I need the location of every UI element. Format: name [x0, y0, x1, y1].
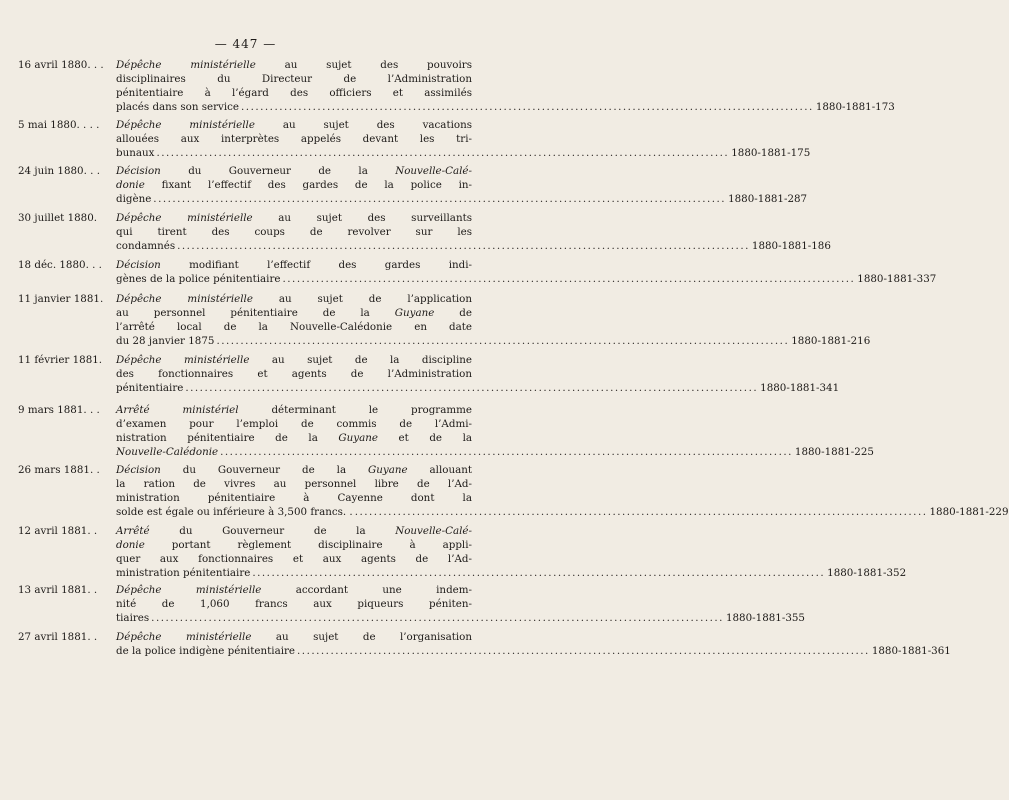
- text-span: bunaux: [116, 147, 155, 159]
- text-span: ministration pénitentiaire à Cayenne dont la: [116, 492, 472, 504]
- entry: [18, 524, 907, 580]
- entry-line-text: [116, 192, 151, 206]
- text-span: nistration pénitentiaire de la: [116, 432, 339, 444]
- entry-line-text: [116, 381, 183, 395]
- italic-term: Dépêche ministérielle: [116, 212, 253, 224]
- entry-line-text: [116, 146, 154, 160]
- entry-line: [116, 597, 472, 611]
- entry-line-text: [116, 272, 281, 286]
- text-span: quer aux fonctionnaires et aux agents de l’Ad-: [116, 553, 472, 565]
- entry-text: [116, 353, 840, 395]
- text-span: de la police indigène pénitentiaire: [116, 645, 296, 657]
- entry-line: [116, 258, 472, 272]
- text-span: au sujet de la discipline: [249, 354, 472, 366]
- italic-term: Nouvelle-Calé-: [395, 525, 472, 537]
- entry-last-line: [116, 381, 840, 395]
- leader-dots: ........................................................................................................................: [220, 446, 793, 458]
- italic-term: Nouvelle-Calédonie: [116, 446, 219, 458]
- text-span: gènes de la police pénitentiaire: [116, 273, 281, 285]
- entry-date: 16 avril 1880. . .: [18, 59, 104, 71]
- text-span: et de la: [377, 432, 472, 444]
- italic-term: Dépêche ministérielle: [116, 631, 252, 643]
- entry-text: [116, 403, 874, 459]
- text-span: d’examen pour l’emploi de commis de l’Admi-: [116, 418, 472, 430]
- entry-date: 13 avril 1881. .: [18, 584, 98, 596]
- entry: [18, 630, 951, 658]
- entry-text: [116, 211, 831, 253]
- leader-dots: ........................................................................................................................: [241, 101, 814, 113]
- reference-number: 1880-1881-337: [857, 273, 937, 285]
- entry-line: [116, 72, 472, 86]
- text-span: du Gouverneur de la: [149, 525, 396, 537]
- text-span: condamnés: [116, 240, 176, 252]
- italic-term: Décision: [116, 259, 161, 271]
- entry-date: 12 avril 1881. .: [18, 525, 98, 537]
- text-span: au personnel pénitentiaire de la: [116, 307, 395, 319]
- text-span: portant règlement disciplinaire à appli-: [144, 539, 472, 551]
- italic-term: Dépêche ministérielle: [116, 293, 253, 305]
- entry-line: [116, 431, 472, 445]
- text-span: pénitentiaire: [116, 382, 184, 394]
- entry-text: [116, 583, 805, 625]
- leader-dots: ........................................................................................................................: [252, 567, 826, 579]
- entry-date: 5 mai 1880. . . .: [18, 119, 100, 131]
- italic-term: Dépêche ministérielle: [116, 59, 256, 71]
- reference-number: 1880-1881-216: [791, 335, 871, 347]
- entry-line: [116, 118, 472, 132]
- reference-number: 1880-1881-173: [815, 101, 895, 113]
- italic-term: Arrêté ministériel: [116, 404, 239, 416]
- text-span: allouant: [407, 464, 472, 476]
- reference-number: 1880-1881-352: [827, 567, 907, 579]
- entry-text: [116, 164, 808, 206]
- entry-text: [116, 630, 951, 658]
- text-span: disciplinaires du Directeur de l’Administration: [116, 73, 472, 85]
- text-span: l’arrêté local de la Nouvelle-Calédonie en date: [116, 321, 472, 333]
- text-span: au sujet des vacations: [254, 119, 472, 131]
- reference-number: 1880-1881-355: [725, 612, 805, 624]
- text-span: accordant une indem-: [261, 584, 472, 596]
- entry-last-line: [116, 239, 831, 253]
- italic-term: Arrêté: [116, 525, 150, 537]
- text-span: modifiant l’effectif des gardes indi-: [160, 259, 472, 271]
- entry-line: [116, 86, 472, 100]
- leader-dots: ........................................................................................................................: [185, 382, 759, 394]
- entry-text: [116, 58, 895, 114]
- reference-number: 1880-1881-361: [871, 645, 951, 657]
- text-span: au sujet de l’application: [252, 293, 472, 305]
- entry-last-line: [116, 644, 951, 658]
- entry: [18, 583, 805, 625]
- entry-date: 26 mars 1881. .: [18, 464, 100, 476]
- text-span: des fonctionnaires et agents de l’Administration: [116, 368, 472, 380]
- text-span: déterminant le programme: [238, 404, 472, 416]
- leader-dots: ........................................................................................................................: [151, 612, 724, 624]
- text-span: fixant l’effectif des gardes de la police in-: [144, 179, 472, 191]
- entry-last-line: [116, 566, 907, 580]
- italic-term: Décision: [116, 165, 161, 177]
- italic-term: Guyane: [338, 432, 378, 444]
- entry-text: [116, 524, 907, 580]
- entry-text: [116, 292, 871, 348]
- reference-number: 1880-1881-225: [794, 446, 874, 458]
- entry-last-line: [116, 445, 874, 459]
- entry-line: [116, 477, 472, 491]
- leader-dots: ........................................................................................................................: [216, 335, 790, 347]
- entry: [18, 164, 808, 206]
- entry-date: 11 février 1881.: [18, 354, 103, 366]
- text-span: placés dans son service: [116, 101, 240, 113]
- entry-line-text: [116, 505, 353, 519]
- entry-line-text: [116, 100, 239, 114]
- entry-line: [116, 353, 472, 367]
- entry-date: 27 avril 1881. .: [18, 631, 98, 643]
- entry: [18, 403, 874, 459]
- text-span: nité de 1,060 francs aux piqueurs péniten-: [116, 598, 472, 610]
- text-span: solde est égale ou inférieure à 3,500 francs. .: [116, 506, 353, 518]
- entry: [18, 292, 871, 348]
- entry-last-line: [116, 334, 871, 348]
- leader-dots: ........................................................................................................................: [354, 506, 928, 518]
- leader-dots: ........................................................................................................................: [156, 147, 730, 159]
- text-span: qui tirent des coups de revolver sur les: [116, 226, 472, 238]
- italic-term: Dépêche ministérielle: [116, 119, 255, 131]
- leader-dots: ........................................................................................................................: [153, 193, 727, 205]
- entry-text: [116, 258, 937, 286]
- italic-term: Décision: [116, 464, 161, 476]
- entry-line: [116, 403, 472, 417]
- entry-date: 18 déc. 1880. . .: [18, 259, 102, 271]
- entry-line-text: [116, 644, 295, 658]
- entry-line: [116, 320, 472, 334]
- entry-line: [116, 630, 472, 644]
- text-span: du 28 janvier 1875: [116, 335, 215, 347]
- text-span: digène: [116, 193, 152, 205]
- entry-line-text: [116, 611, 149, 625]
- entry-line: [116, 552, 472, 566]
- reference-number: 1880-1881-175: [731, 147, 811, 159]
- entry-last-line: [116, 192, 808, 206]
- text-span: du Gouverneur de la: [160, 464, 369, 476]
- text-span: du Gouverneur de la: [160, 165, 396, 177]
- entry-line: [116, 211, 472, 225]
- text-span: ministration pénitentiaire: [116, 567, 251, 579]
- entry: [18, 353, 840, 395]
- entry-line: [116, 164, 472, 178]
- text-span: au sujet des surveillants: [252, 212, 472, 224]
- entry-text: [116, 118, 811, 160]
- entry-line: [116, 524, 472, 538]
- entry-date: 9 mars 1881. . .: [18, 404, 100, 416]
- leader-dots: ........................................................................................................................: [282, 273, 856, 285]
- entry-line: [116, 463, 472, 477]
- italic-term: Dépêche ministérielle: [116, 584, 262, 596]
- italic-term: Guyane: [368, 464, 408, 476]
- text-span: au sujet de l’organisation: [251, 631, 472, 643]
- entry-line: [116, 292, 472, 306]
- entry-line-text: [116, 239, 175, 253]
- leader-dots: ........................................................................................................................: [297, 645, 870, 657]
- reference-number: 1880-1881-341: [760, 382, 840, 394]
- leader-dots: ........................................................................................................................: [177, 240, 750, 252]
- entry-line: [116, 225, 472, 239]
- italic-term: Dépêche ministérielle: [116, 354, 250, 366]
- entry: [18, 58, 895, 114]
- text-span: au sujet des pouvoirs: [255, 59, 472, 71]
- text-span: de: [434, 307, 472, 319]
- entry-line: [116, 306, 472, 320]
- entry-date: 11 janvier 1881.: [18, 293, 104, 305]
- entry-line: [116, 178, 472, 192]
- italic-term: donie: [116, 539, 145, 551]
- italic-term: donie: [116, 179, 145, 191]
- entry-last-line: [116, 505, 1009, 519]
- text-span: pénitentiaire à l’égard des officiers et assimilés: [116, 87, 472, 99]
- page-number: — 447 —: [214, 37, 277, 51]
- entry-line: [116, 491, 472, 505]
- reference-number: 1880-1881-229: [929, 506, 1009, 518]
- reference-number: 1880-1881-287: [728, 193, 808, 205]
- entry-line-text: [116, 566, 250, 580]
- entry-line: [116, 132, 472, 146]
- entry-last-line: [116, 100, 895, 114]
- entry-line: [116, 417, 472, 431]
- reference-number: 1880-1881-186: [751, 240, 831, 252]
- entry: [18, 118, 811, 160]
- entry-line: [116, 58, 472, 72]
- entry-text: [116, 463, 1009, 519]
- entry-last-line: [116, 272, 937, 286]
- entry-line: [116, 367, 472, 381]
- entry-line: [116, 538, 472, 552]
- text-span: la ration de vivres au personnel libre de l’Ad-: [116, 478, 472, 490]
- entry-date: 30 juillet 1880.: [18, 212, 98, 224]
- entry-line-text: [116, 334, 214, 348]
- entry-line: [116, 583, 472, 597]
- italic-term: Guyane: [394, 307, 435, 319]
- italic-term: Nouvelle-Calé-: [395, 165, 472, 177]
- entry: [18, 463, 1009, 519]
- text-span: tiaires: [116, 612, 150, 624]
- entry-line-text: [116, 445, 218, 459]
- text-span: allouées aux interprètes appelés devant les tri-: [116, 133, 472, 145]
- entry-last-line: [116, 611, 805, 625]
- entry-last-line: [116, 146, 811, 160]
- entry: [18, 211, 831, 253]
- entry: [18, 258, 937, 286]
- entry-date: 24 juin 1880. . .: [18, 165, 100, 177]
